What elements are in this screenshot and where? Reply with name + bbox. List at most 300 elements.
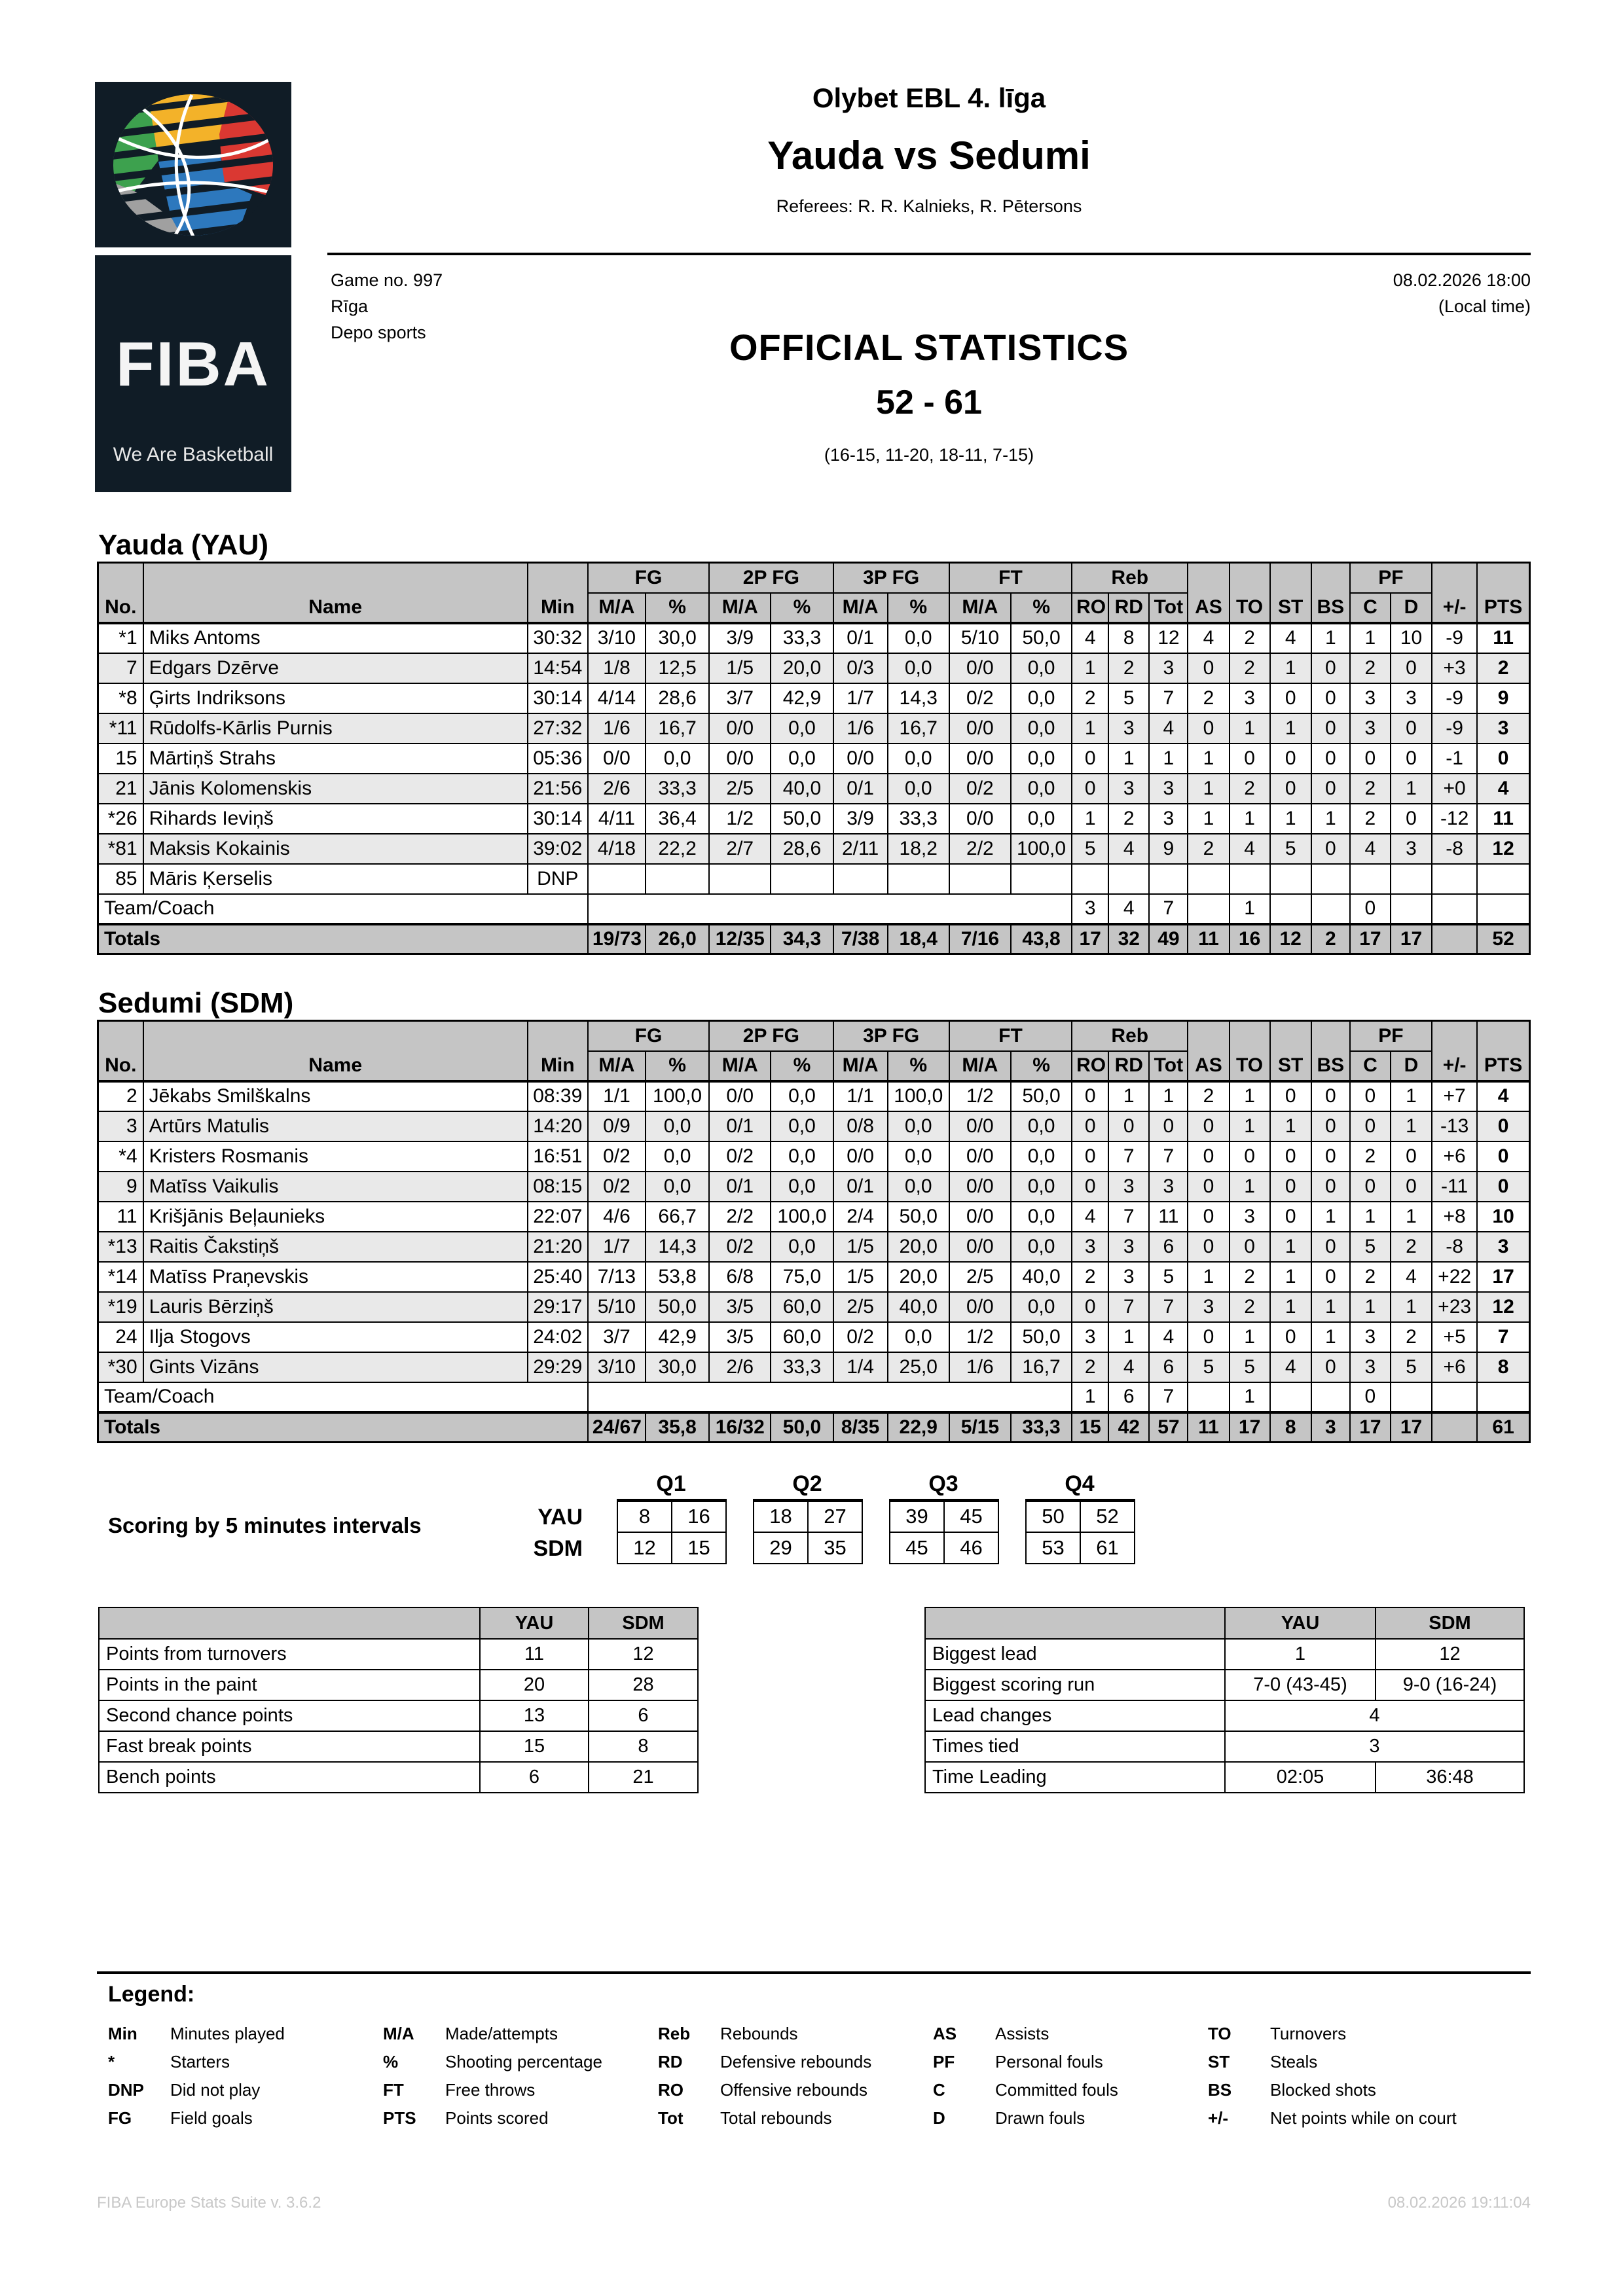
stat-cell: 3 <box>1477 713 1529 744</box>
player-name: Ilja Stogovs <box>143 1322 528 1352</box>
stat-cell: 3 <box>1108 774 1149 804</box>
stat-cell: 5 <box>1230 1352 1270 1382</box>
stat-cell: 0 <box>1188 1202 1229 1232</box>
stat-cell: 0/9 <box>588 1111 646 1141</box>
stat-cell: 4 <box>1072 623 1108 653</box>
stat-cell: 1 <box>1108 1081 1149 1111</box>
game-info-right <box>1393 267 1531 319</box>
col-c: C <box>1350 593 1391 623</box>
stat-cell: 12 <box>1270 924 1311 954</box>
stat-cell <box>1477 894 1529 924</box>
stat-cell: 0/0 <box>949 1111 1011 1141</box>
stat-cell: +5 <box>1432 1322 1477 1352</box>
stat-cell: 3 <box>1230 1202 1270 1232</box>
summary-label: Biggest lead <box>925 1639 1225 1670</box>
stat-cell: 50,0 <box>771 804 833 834</box>
legend-entry <box>1208 2104 1457 2132</box>
col-name: Name <box>143 1021 528 1081</box>
summary-label: Biggest scoring run <box>925 1670 1225 1700</box>
totals-row <box>98 1412 1530 1443</box>
stat-cell: 6 <box>1149 1352 1188 1382</box>
stat-cell-min: 30:14 <box>528 683 588 713</box>
stat-cell: 4 <box>1149 713 1188 744</box>
legend-abbr: M/A <box>383 2024 414 2043</box>
stat-cell: 0,0 <box>1011 653 1072 683</box>
player-row <box>98 864 1530 894</box>
stat-cell: 0 <box>1230 1141 1270 1172</box>
interval-row <box>617 1532 726 1564</box>
legend-abbr: D <box>933 2108 945 2128</box>
league-title: Olybet EBL 4. līga <box>812 82 1046 113</box>
stat-cell: 0 <box>1350 1382 1391 1412</box>
player-row <box>98 1292 1530 1322</box>
stat-cell: 1 <box>1072 804 1108 834</box>
stat-cell: 0/0 <box>949 1232 1011 1262</box>
legend-abbr: FT <box>383 2080 404 2100</box>
stat-cell: +0 <box>1432 774 1477 804</box>
summary-value-yau: 02:05 <box>1225 1762 1376 1793</box>
stat-cell: 11 <box>1188 924 1229 954</box>
col-group-2pfg: 2P FG <box>709 1021 833 1051</box>
stat-cell: 2/6 <box>709 1352 771 1382</box>
player-name: Kristers Rosmanis <box>143 1141 528 1172</box>
stat-cell: 4 <box>1108 1352 1149 1382</box>
stat-cell: 1 <box>1230 1382 1270 1412</box>
interval-quarter-box <box>889 1499 999 1564</box>
stat-cell: 0/1 <box>833 774 888 804</box>
stat-cell: 0 <box>1072 1172 1108 1202</box>
legend-desc: Total rebounds <box>720 2108 832 2128</box>
stat-cell: 1/7 <box>588 1232 646 1262</box>
legend-entry <box>933 2104 1118 2132</box>
stat-cell: 12/35 <box>709 924 771 954</box>
stat-cell: 1 <box>1311 1322 1350 1352</box>
stat-cell <box>588 864 646 894</box>
stat-cell: 7/38 <box>833 924 888 954</box>
stat-cell: 14,3 <box>646 1232 709 1262</box>
stat-cell: 16,7 <box>888 713 949 744</box>
stat-cell: 1/5 <box>833 1262 888 1292</box>
interval-row <box>754 1532 862 1564</box>
summary-value-yau: 6 <box>480 1762 589 1793</box>
interval-team-label: SDM <box>533 1536 583 1561</box>
col-ma: M/A <box>949 593 1011 623</box>
stat-cell: 0,0 <box>1011 1141 1072 1172</box>
stat-cell: 20,0 <box>771 653 833 683</box>
interval-score-cell: 35 <box>808 1532 862 1564</box>
stat-cell: 5/10 <box>949 623 1011 653</box>
stat-cell: 0 <box>1149 1111 1188 1141</box>
stat-cell: 17 <box>1230 1412 1270 1443</box>
box-score-table-sdm <box>97 1020 1531 1443</box>
stat-cell: 7 <box>1477 1322 1529 1352</box>
stat-cell: 14,3 <box>888 683 949 713</box>
col-d: D <box>1391 1051 1432 1081</box>
legend-abbr: RD <box>658 2052 683 2072</box>
legend-abbr: TO <box>1208 2024 1231 2043</box>
legend-entry <box>108 2020 285 2048</box>
stat-cell-min: 08:39 <box>528 1081 588 1111</box>
stat-cell: 0 <box>1311 1081 1350 1111</box>
box-score-body <box>98 623 1530 954</box>
stat-cell: 0 <box>1477 1141 1529 1172</box>
stat-cell: 12 <box>1149 623 1188 653</box>
stat-cell: 0 <box>1391 1141 1432 1172</box>
stat-cell: -1 <box>1432 744 1477 774</box>
stat-cell: 1/6 <box>949 1352 1011 1382</box>
player-name: Maksis Kokainis <box>143 834 528 864</box>
stat-cell: 60,0 <box>771 1322 833 1352</box>
col-group-ft: FT <box>949 563 1072 593</box>
stat-cell: 3/7 <box>588 1322 646 1352</box>
stat-cell: 2 <box>1391 1322 1432 1352</box>
col-st: ST <box>1270 1021 1311 1081</box>
stat-cell: 0,0 <box>888 653 949 683</box>
player-name: Matīss Vaikulis <box>143 1172 528 1202</box>
interval-score-cell: 18 <box>754 1501 808 1532</box>
stat-cell: 0/0 <box>949 713 1011 744</box>
stat-cell-min: 05:36 <box>528 744 588 774</box>
legend-abbr: +/- <box>1208 2108 1229 2128</box>
summary-header-row <box>99 1607 698 1639</box>
stat-cell: 0 <box>1270 1172 1311 1202</box>
summary-value-sdm: 8 <box>589 1731 698 1762</box>
stat-cell: 1 <box>1072 713 1108 744</box>
stat-cell: 50,0 <box>1011 623 1072 653</box>
stat-cell: 2 <box>1311 924 1350 954</box>
col-plusminus: +/- <box>1432 1021 1477 1081</box>
stat-cell: +3 <box>1432 653 1477 683</box>
col-c: C <box>1350 1051 1391 1081</box>
stat-cell: 1 <box>1072 1382 1108 1412</box>
stat-cell: +7 <box>1432 1081 1477 1111</box>
stat-cell: 17 <box>1477 1262 1529 1292</box>
stat-cell: 0/0 <box>709 1081 771 1111</box>
stat-cell: 5 <box>1072 834 1108 864</box>
stat-cell: 4 <box>1188 623 1229 653</box>
col-ma: M/A <box>709 1051 771 1081</box>
stat-cell: 0,0 <box>1011 683 1072 713</box>
header-divider <box>327 253 1531 255</box>
col-tot: Tot <box>1149 593 1188 623</box>
stat-cell: 0 <box>1072 1141 1108 1172</box>
summary-label: Fast break points <box>99 1731 480 1762</box>
stat-cell: 0,0 <box>771 1141 833 1172</box>
stat-cell: 2 <box>1188 834 1229 864</box>
stat-cell <box>1270 894 1311 924</box>
stat-cell: 0 <box>1270 1141 1311 1172</box>
stat-cell: 4/18 <box>588 834 646 864</box>
stat-cell: 43,8 <box>1011 924 1072 954</box>
player-row <box>98 713 1530 744</box>
summary-row <box>99 1670 698 1700</box>
stat-cell: 1 <box>1350 623 1391 653</box>
stat-cell: -9 <box>1432 683 1477 713</box>
col-pts: PTS <box>1477 1021 1529 1081</box>
interval-quarter-label: Q3 <box>928 1471 958 1496</box>
summary-value-merged: 3 <box>1225 1731 1524 1762</box>
stat-cell: 0/0 <box>949 653 1011 683</box>
stat-cell: 0 <box>1072 774 1108 804</box>
stat-cell: 4 <box>1230 834 1270 864</box>
stat-cell: -8 <box>1432 834 1477 864</box>
stat-cell: 1 <box>1270 1111 1311 1141</box>
stat-cell: 50,0 <box>888 1202 949 1232</box>
stat-cell <box>1311 894 1350 924</box>
player-name: Miks Antoms <box>143 623 528 653</box>
stat-cell: 5/15 <box>949 1412 1011 1443</box>
interval-team-label: YAU <box>538 1505 583 1530</box>
stat-cell <box>1432 894 1477 924</box>
legend-abbr: % <box>383 2052 399 2072</box>
summary-label: Time Leading <box>925 1762 1225 1793</box>
stat-cell: 11 <box>1188 1412 1229 1443</box>
legend-desc: Defensive rebounds <box>720 2052 872 2072</box>
box-header-group-row <box>98 1021 1530 1051</box>
summary-row <box>99 1700 698 1731</box>
legend-abbr: AS <box>933 2024 957 2043</box>
stat-cell: 0,0 <box>771 1232 833 1262</box>
player-name: Matīss Praņevskis <box>143 1262 528 1292</box>
legend-desc: Starters <box>170 2052 230 2072</box>
stat-cell: 10 <box>1391 623 1432 653</box>
player-row <box>98 683 1530 713</box>
player-row <box>98 1202 1530 1232</box>
player-name: Rūdolfs-Kārlis Purnis <box>143 713 528 744</box>
legend-abbr: Reb <box>658 2024 691 2043</box>
col-ma: M/A <box>833 593 888 623</box>
legend-column <box>658 2020 871 2132</box>
player-name: Gints Vizāns <box>143 1352 528 1382</box>
stat-cell: 1 <box>1072 653 1108 683</box>
stat-cell: 0 <box>1270 744 1311 774</box>
stat-cell: 1/4 <box>833 1352 888 1382</box>
footer-print-timestamp: 08.02.2026 19:11:04 <box>1387 2194 1531 2212</box>
stat-cell: 0,0 <box>888 1141 949 1172</box>
stat-cell: 1 <box>1350 1202 1391 1232</box>
legend-desc: Field goals <box>170 2108 253 2128</box>
stat-cell <box>1270 1382 1311 1412</box>
legend-entry <box>108 2048 285 2076</box>
legend-desc: Steals <box>1270 2052 1318 2072</box>
stat-cell: 0 <box>1350 1172 1391 1202</box>
summary-body <box>99 1639 698 1793</box>
interval-quarter-box <box>1025 1499 1135 1564</box>
stat-cell: 4 <box>1477 1081 1529 1111</box>
stat-cell: 19/73 <box>588 924 646 954</box>
stat-cell: 0 <box>1350 1081 1391 1111</box>
stat-cell: 2 <box>1477 653 1529 683</box>
stat-cell-min: 30:14 <box>528 804 588 834</box>
stat-cell: 1 <box>1188 744 1229 774</box>
summary-value-yau: 7-0 (43-45) <box>1225 1670 1376 1700</box>
stat-cell: 3 <box>1108 1262 1149 1292</box>
col-ma: M/A <box>949 1051 1011 1081</box>
stat-cell: 0 <box>1072 744 1108 774</box>
stat-cell: +6 <box>1432 1352 1477 1382</box>
stat-cell: 1 <box>1188 1262 1229 1292</box>
matchup-title: Yauda vs Sedumi <box>767 134 1091 177</box>
stat-cell: 0,0 <box>771 713 833 744</box>
team-title-sdm: Sedumi (SDM) <box>98 987 294 1019</box>
team-coach-row <box>98 894 1530 924</box>
player-row <box>98 834 1530 864</box>
col-ro: RO <box>1072 1051 1108 1081</box>
stat-cell: 100,0 <box>888 1081 949 1111</box>
stat-cell: 8/35 <box>833 1412 888 1443</box>
local-time-label: (Local time) <box>1438 296 1531 316</box>
stat-cell-min: 21:56 <box>528 774 588 804</box>
stat-cell: 0 <box>1188 1232 1229 1262</box>
stat-cell-min: 14:20 <box>528 1111 588 1141</box>
box-score-body <box>98 1081 1530 1443</box>
player-row <box>98 744 1530 774</box>
stat-cell: 8 <box>1108 623 1149 653</box>
interval-score-cell: 15 <box>672 1532 726 1564</box>
stat-cell: 50,0 <box>1011 1322 1072 1352</box>
stat-cell: 7/16 <box>949 924 1011 954</box>
interval-score-cell: 39 <box>890 1501 944 1532</box>
stat-cell-min: 16:51 <box>528 1141 588 1172</box>
col-to: TO <box>1230 1021 1270 1081</box>
stat-cell: 1/8 <box>588 653 646 683</box>
box-score-table-yau <box>97 562 1531 955</box>
stat-cell: 3 <box>1108 1172 1149 1202</box>
player-number: *30 <box>98 1352 143 1382</box>
stat-cell: 1 <box>1350 1292 1391 1322</box>
box-score-header <box>98 563 1530 623</box>
stat-cell: 1 <box>1149 1081 1188 1111</box>
summary-label: Bench points <box>99 1762 480 1793</box>
legend-abbr: * <box>108 2052 115 2072</box>
stat-cell: 0/0 <box>709 713 771 744</box>
stat-cell: 1/5 <box>833 1232 888 1262</box>
stat-cell: 2/6 <box>588 774 646 804</box>
stat-cell: 0 <box>1072 1111 1108 1141</box>
stat-cell: 11 <box>1149 1202 1188 1232</box>
stat-cell: 60,0 <box>771 1292 833 1322</box>
stat-cell: 0,0 <box>771 1111 833 1141</box>
stat-cell: 1 <box>1230 894 1270 924</box>
player-row <box>98 1322 1530 1352</box>
col-group-pf: PF <box>1350 1021 1432 1051</box>
col-name: Name <box>143 563 528 623</box>
stat-cell: 3/9 <box>833 804 888 834</box>
player-number: *11 <box>98 713 143 744</box>
legend-desc: Did not play <box>170 2080 261 2100</box>
stat-cell-min: 39:02 <box>528 834 588 864</box>
summary-label: Second chance points <box>99 1700 480 1731</box>
player-row <box>98 804 1530 834</box>
stat-cell: 0 <box>1072 1292 1108 1322</box>
stat-cell: 0,0 <box>888 744 949 774</box>
interval-quarter-label: Q1 <box>656 1471 686 1496</box>
stat-cell: 0 <box>1108 1111 1149 1141</box>
summary-value-sdm: 6 <box>589 1700 698 1731</box>
stat-cell: 53,8 <box>646 1262 709 1292</box>
stat-cell <box>771 864 833 894</box>
player-name: Raitis Čakstiņš <box>143 1232 528 1262</box>
interval-score-cell: 45 <box>890 1532 944 1564</box>
player-name: Rihards Ieviņš <box>143 804 528 834</box>
col-group-2pfg: 2P FG <box>709 563 833 593</box>
stat-cell: 2/2 <box>709 1202 771 1232</box>
stat-cell: 1/6 <box>588 713 646 744</box>
stat-cell: 3 <box>1149 804 1188 834</box>
stat-cell: 42,9 <box>646 1322 709 1352</box>
stat-cell: 0 <box>1270 683 1311 713</box>
legend-abbr: PTS <box>383 2108 416 2128</box>
stat-cell: 0 <box>1188 1172 1229 1202</box>
stat-cell: 7 <box>1149 1292 1188 1322</box>
stat-cell: 7 <box>1108 1141 1149 1172</box>
stat-cell: 33,3 <box>1011 1412 1072 1443</box>
legend-desc: Turnovers <box>1270 2024 1347 2043</box>
stat-cell: 1 <box>1311 804 1350 834</box>
legend-abbr: DNP <box>108 2080 144 2100</box>
stat-cell: 3 <box>1072 894 1108 924</box>
stat-cell: 11 <box>1477 804 1529 834</box>
stat-cell: 3 <box>1350 1352 1391 1382</box>
stat-cell: 0/0 <box>949 1292 1011 1322</box>
team-title-yau: Yauda (YAU) <box>98 529 269 561</box>
stat-cell: 0 <box>1311 834 1350 864</box>
stat-cell: 15 <box>1072 1412 1108 1443</box>
stat-cell: 0/0 <box>949 1172 1011 1202</box>
stat-cell-min: 29:29 <box>528 1352 588 1382</box>
stat-cell: 57 <box>1149 1412 1188 1443</box>
stat-cell: 0/2 <box>588 1141 646 1172</box>
stat-cell <box>1391 864 1432 894</box>
stat-cell: 5 <box>1270 834 1311 864</box>
player-name: Ģirts Indriksons <box>143 683 528 713</box>
stat-cell: 0,0 <box>1011 744 1072 774</box>
legend-desc: Made/attempts <box>445 2024 558 2043</box>
col-no: No. <box>98 1021 143 1081</box>
team-coach-row <box>98 1382 1530 1412</box>
stat-cell: 1 <box>1391 1202 1432 1232</box>
interval-score-cell: 16 <box>672 1501 726 1532</box>
stat-cell: 0 <box>1391 744 1432 774</box>
city: Rīga <box>331 296 369 316</box>
stat-cell: 11 <box>1477 623 1529 653</box>
stat-cell: 0/2 <box>709 1141 771 1172</box>
stat-cell: 16 <box>1230 924 1270 954</box>
stat-cell: 17 <box>1350 1412 1391 1443</box>
team-coach-label: Team/Coach <box>98 1382 588 1412</box>
stat-cell: 7 <box>1108 1292 1149 1322</box>
stat-cell: 0,0 <box>771 1081 833 1111</box>
stat-cell: 9 <box>1149 834 1188 864</box>
legend-column <box>383 2020 602 2132</box>
totals-label: Totals <box>98 1412 588 1443</box>
stat-cell: 100,0 <box>771 1202 833 1232</box>
player-number: 24 <box>98 1322 143 1352</box>
col-group-pf: PF <box>1350 563 1432 593</box>
stat-cell: 2 <box>1230 1292 1270 1322</box>
col-ma: M/A <box>709 593 771 623</box>
stat-cell: +8 <box>1432 1202 1477 1232</box>
summary-value-yau: 11 <box>480 1639 589 1670</box>
stat-cell: 0 <box>1311 1352 1350 1382</box>
stat-cell <box>1011 864 1072 894</box>
player-row <box>98 623 1530 653</box>
stat-cell: 4/6 <box>588 1202 646 1232</box>
legend-desc: Offensive rebounds <box>720 2080 867 2100</box>
stat-cell: 0 <box>1311 744 1350 774</box>
stat-cell: 4 <box>1391 1262 1432 1292</box>
stat-cell: 4 <box>1350 834 1391 864</box>
